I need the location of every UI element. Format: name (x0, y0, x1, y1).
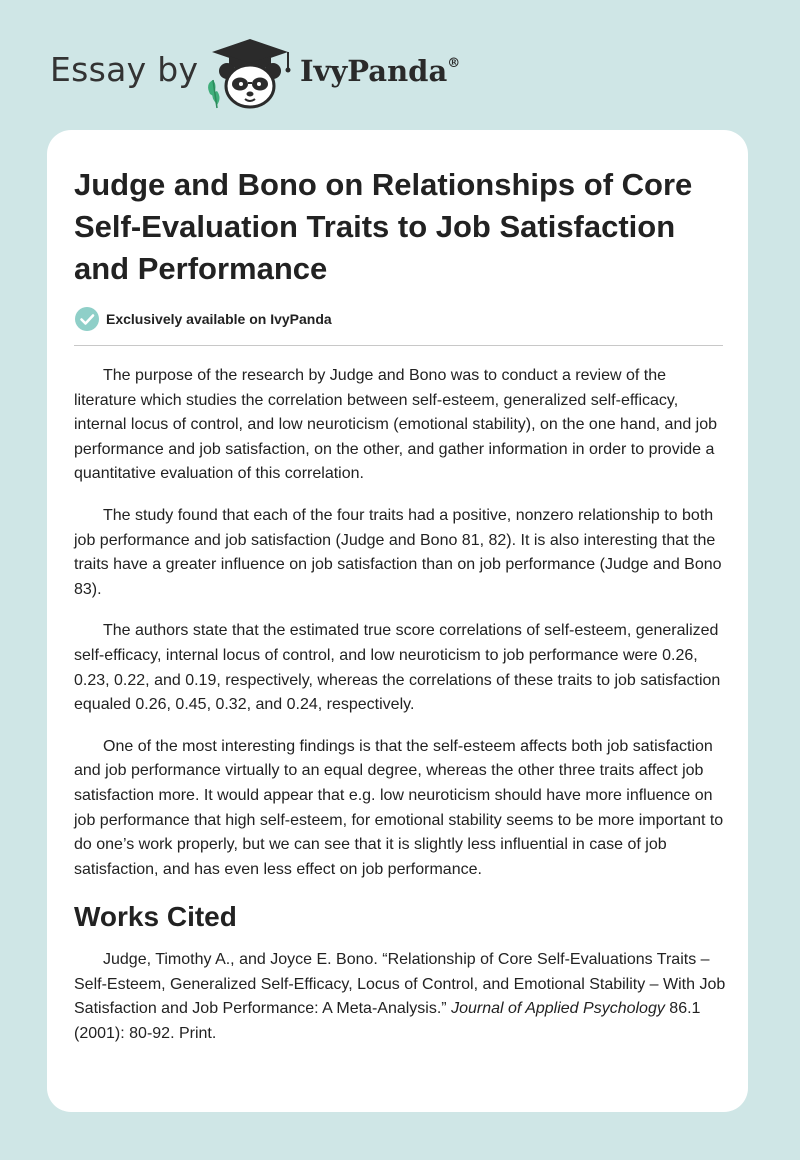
registered-mark: ® (447, 56, 461, 71)
paragraph: One of the most interesting findings is that the self-esteem affects both job satisfaction and job performance virtually to an equal degree, whereas the other three traits affect job satisfaction more. It would appear that e.g. low neuroticism should have more influence on job performance that high self-esteem, for emotional stability seems to be more important to do one’s work properly, but we can see that it is slightly less influential in case of job satisfaction, and has even less effect on job performance. (74, 737, 724, 878)
paragraph: The authors state that the estimated true score correlations of self-esteem, generalized self-efficacy, internal locus of control, and low neuroticism to job performance were 0.26, 0.23, 0.22, and 0.19, respectively, whereas the correlations of these traits to job satisfaction equaled 0.26, 0.45, 0.32, and 0.24, respectively. (74, 622, 721, 714)
citation-details: 86.1 (2001): 80-92. Print. (74, 1000, 701, 1043)
citation-journal: Journal of Applied Psychology (451, 1000, 665, 1018)
paragraph: The purpose of the research by Judge and Bono was to conduct a review of the literature which studies the correlation between self-esteem, generalized self-efficacy, internal locus of control, and low neuroticism (emotional stability), on the one hand, and job performance and job satisfaction, on the other, and gather information in order to provide a quantitative evaluation of this correlation. (74, 367, 718, 483)
divider (74, 345, 723, 346)
check-circle-icon (74, 306, 100, 332)
brand-name (300, 54, 460, 88)
brand-prefix: Essay by (50, 50, 199, 89)
exclusive-badge (74, 306, 332, 332)
paragraph: The study found that each of the four traits had a positive, nonzero relationship to both job performance and job satisfaction (Judge and Bono 81, 82). It is also interesting that the traits have a greater influence on job satisfaction than on job performance (Judge and Bono 83). (74, 506, 722, 598)
page-title: Judge and Bono on Relationships of Core Self-Evaluation Traits to Job Satisfaction and Performance (74, 167, 693, 286)
essay-card (47, 130, 748, 1112)
brand-name-text: IvyPanda (300, 54, 448, 88)
exclusive-label: Exclusively available on IvyPanda (106, 311, 332, 327)
panda-logo-icon (202, 36, 294, 110)
works-cited-heading: Works Cited (74, 901, 237, 933)
site-header (0, 0, 800, 130)
citation (74, 948, 726, 1046)
citation-text: Judge, Timothy A., and Joyce E. Bono. “Relationship of Core Self-Evaluations Traits – Self-Esteem, Generalized Self-Efficacy, Locus of Control, and Emotional Stability – With Job Satisfaction and Job Performance: A Meta-Analysis.” (74, 951, 726, 1018)
essay-body (74, 364, 726, 1047)
